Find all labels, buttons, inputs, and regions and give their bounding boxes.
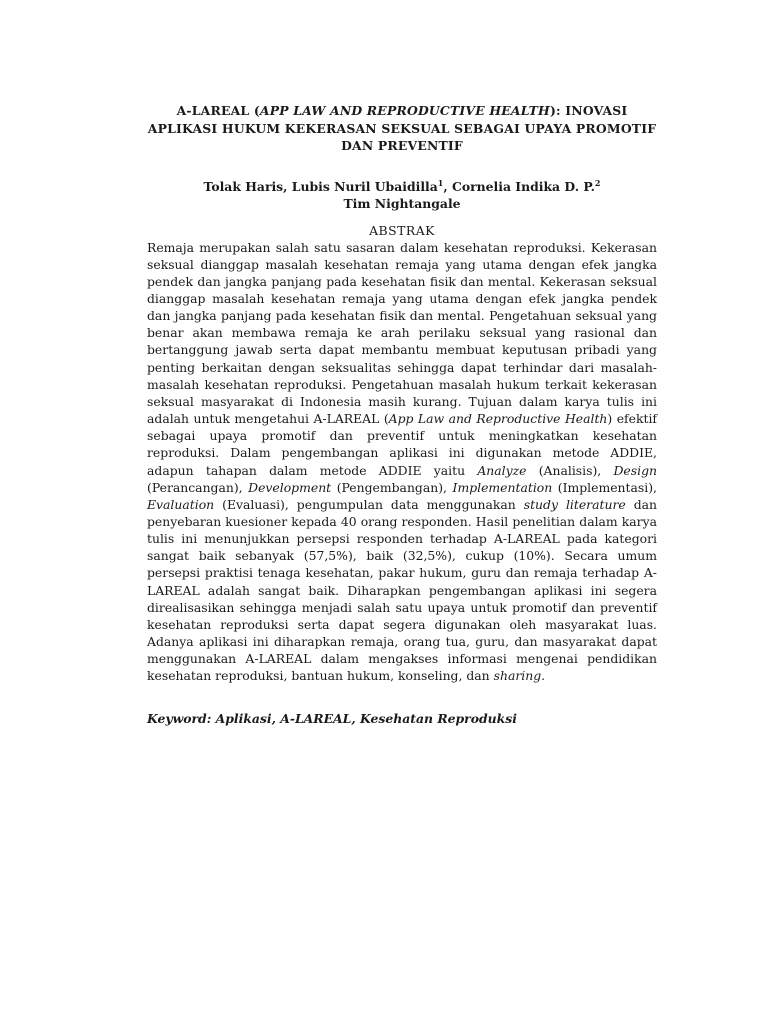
abstract-heading: ABSTRAK xyxy=(369,222,435,238)
abstract-text: dan penyebaran kuesioner kepada 40 orang responden. Hasil penelitian dalam karya tulis ini menunjukkan persepsi responden terhadap A-LAREAL pada kategori sangat baik sebanyak (57,5%), baik (32,5%), cukup (10%). Secara umum persepsi praktisi tenaga kesehatan, pakar hukum, guru dan remaja terhadap A-LAREAL adalah sangat baik. Diharapkan pengembangan aplikasi ini segera direalisasikan sehingga menjadi salah satu upaya untuk promotif dan preventif kesehatan reproduksi serta dapat segera digunakan oleh masyarakat luas. Adanya aplikasi ini diharapkan remaja, orang tua, guru, dan masyarakat dapat menggunakan A-LAREAL dalam mengakses informasi mengenai pendidikan kesehatan reproduksi, bantuan hukum, konseling, dan xyxy=(147,496,657,684)
abstract-italic: Design xyxy=(613,462,657,478)
abstract-text: (Evaluasi), pengumpulan data menggunakan xyxy=(214,496,524,512)
abstract-text: . xyxy=(541,668,546,684)
abstract-italic: sharing xyxy=(493,668,542,684)
affiliation-mark-1: 1 xyxy=(437,177,444,188)
abstract-text: (Perancangan), xyxy=(147,479,249,495)
abstract-italic: Analyze xyxy=(477,462,527,478)
author-line xyxy=(147,178,657,213)
author-names-2: , Cornelia Indika D. P. xyxy=(443,178,595,194)
abstract-italic: Implementation xyxy=(452,479,553,495)
abstract-italic: Evaluation xyxy=(147,496,215,512)
paper-title xyxy=(147,102,657,155)
abstract-body xyxy=(147,239,657,685)
title-text-2: ): INOVASI APLIKASI HUKUM KEKERASAN SEKSUAL SEBAGAI UPAYA PROMOTIF DAN PREVENTIF xyxy=(147,103,657,153)
abstract-italic: Development xyxy=(248,479,332,495)
abstract-italic: App Law and Reproductive Health xyxy=(388,411,608,427)
abstract-text: (Pengembangan), xyxy=(331,479,453,495)
abstract-italic: study literature xyxy=(523,496,626,512)
title-text-1: A-LAREAL ( xyxy=(176,103,260,118)
abstract-text: Remaja merupakan salah satu sasaran dalam kesehatan reproduksi. Kekerasan seksual dianggap masalah kesehatan remaja yang utama dengan efek jangka pendek dan jangka panjang pada kesehatan fisik dan mental. Kekerasan seksual dianggap masalah kesehatan remaja yang utama dengan efek jangka pendek dan jangka panjang pada kesehatan fisik dan mental. Pengetahuan seksual yang benar akan membawa remaja ke arah perilaku seksual yang rasional dan bertanggung jawab serta dapat membantu membuat keputusan pribadi yang penting berkaitan dengan seksualitas sehingga dapat terhindar dari masalah-masalah kesehatan reproduksi. Pengetahuan masalah hukum terkait kekerasan seksual masyarakat di Indonesia masih kurang. Tujuan dalam karya tulis ini adalah untuk mengetahui A-LAREAL ( xyxy=(147,239,657,427)
team-name: Tim Nightangale xyxy=(343,196,461,211)
keywords-line: Keyword: Aplikasi, A-LAREAL, Kesehatan Reproduksi xyxy=(147,710,517,726)
author-names-1: Tolak Haris, Lubis Nuril Ubaidilla xyxy=(203,178,438,194)
title-text-italic: APP LAW AND REPRODUCTIVE HEALTH xyxy=(259,103,550,118)
abstract-text: (Implementasi), xyxy=(552,479,657,495)
abstract-text: ) efektif sebagai upaya promotif dan preventif untuk meningkatkan kesehatan reproduksi. Dalam pengembangan aplikasi ini digunakan metode ADDIE, adapun tahapan dalam metode ADDIE yaitu xyxy=(147,411,658,478)
abstract-text: (Analisis), xyxy=(526,462,614,478)
affiliation-mark-2: 2 xyxy=(594,177,601,188)
document-page xyxy=(147,102,657,727)
